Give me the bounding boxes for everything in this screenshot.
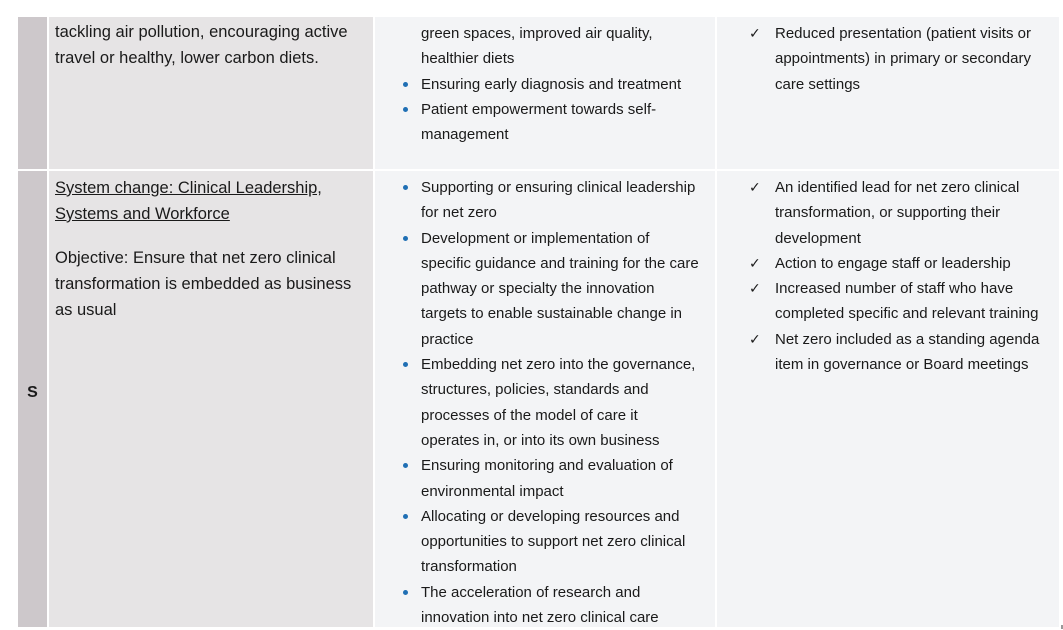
list-item: Embedding net zero into the governance, structures, policies, standards and processes of the model of care it operates in, or into its own business [375,352,709,453]
list-item: The acceleration of research and innovation into net zero clinical care [375,580,709,630]
list-item-continued: green spaces, improved air quality, healthier diets [421,25,653,68]
list-item: Ensuring monitoring and evaluation of environmental impact [375,453,709,504]
outcomes-cell [717,17,1059,169]
list-item: Patient empowerment towards self- management [375,97,709,148]
list-item: Supporting or ensuring clinical leadership for net zero [375,175,709,226]
list-item: ✓ An identified lead for net zero clinical transformation, or supporting their development [717,175,1053,251]
list-item: ✓ Increased number of staff who have completed specific and relevant training [717,276,1053,327]
section-heading: System change: Clinical Leadership, Systems and Workforce [55,179,322,223]
list-item: ✓ Action to engage staff or leadership [717,251,1053,276]
table-row [18,17,1059,169]
check-icon: ✓ [749,330,761,347]
check-icon: ✓ [749,254,761,271]
actions-cell [375,171,715,627]
outcomes-cell [717,171,1059,627]
description-cell [49,171,373,627]
row-letter-cell [18,17,47,169]
criteria-table [18,17,1059,625]
outcomes-list [717,21,1053,97]
check-icon: ✓ [749,179,761,195]
actions-list [375,21,709,147]
objective-text: Objective: Ensure that net zero clinical transformation is embedded as business as usual [55,249,352,319]
check-icon: ✓ [749,280,761,297]
row-letter-cell [18,171,47,627]
list-item: Development or implementation of specific guidance and training for the care pathway or specialty the innovation targets to enable sustainable change in practice [375,226,709,352]
row-letter: S [27,384,38,401]
outcomes-list [717,175,1053,377]
list-item: Allocating or developing resources and opportunities to support net zero clinical transformation [375,504,709,580]
actions-list [375,175,709,630]
actions-cell [375,17,715,169]
check-icon: ✓ [749,25,761,41]
description-text [55,175,361,323]
list-item: Ensuring early diagnosis and treatment [375,72,709,97]
description-text: tackling air pollution, encouraging active travel or healthy, lower carbon diets. [55,23,348,67]
table-row [18,171,1059,627]
description-cell [49,17,373,169]
list-item: ✓ Reduced presentation (patient visits or appointments) in primary or secondary care settings [717,21,1053,97]
list-item: ✓ Net zero included as a standing agenda item in governance or Board meetings [717,327,1053,378]
